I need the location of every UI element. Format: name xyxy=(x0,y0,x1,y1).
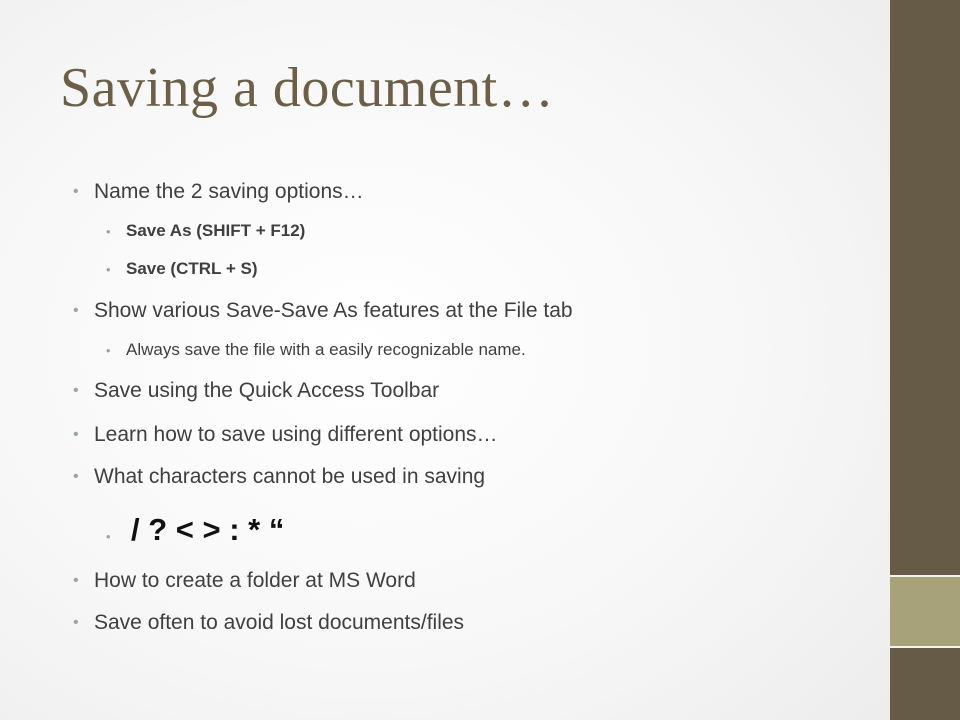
sidebar-dark-block xyxy=(890,0,960,575)
forbidden-characters: / ? < > : * “ xyxy=(131,512,285,547)
bullet-icon: • xyxy=(73,572,79,589)
bullet-icon: • xyxy=(73,614,79,631)
bullet-item: Save often to avoid lost documents/files xyxy=(94,611,465,634)
sub-bullet-item: Save As (SHIFT + F12) xyxy=(126,221,306,240)
bullet-icon: • xyxy=(73,468,79,485)
sub-bullet-item: Save (CTRL + S) xyxy=(126,259,258,278)
bullet-icon: • xyxy=(73,183,79,200)
bullet-icon: • xyxy=(73,302,79,319)
bullet-icon: • xyxy=(73,382,79,399)
sub-bullet-icon: • xyxy=(106,224,111,239)
bullet-item: Learn how to save using different options… xyxy=(94,423,498,446)
bullet-icon: • xyxy=(73,426,79,443)
sub-bullet-item: Always save the file with a easily recognizable name. xyxy=(126,340,526,359)
sub-bullet-icon: • xyxy=(106,343,111,358)
bullet-item: Name the 2 saving options… xyxy=(94,180,364,203)
decorative-sidebar xyxy=(890,0,960,720)
slide-title: Saving a document… xyxy=(60,57,555,119)
bullet-item: What characters cannot be used in saving xyxy=(94,465,486,488)
bullet-item: How to create a folder at MS Word xyxy=(94,569,416,592)
sidebar-accent-block xyxy=(890,577,960,646)
sidebar-dark-block xyxy=(890,648,960,720)
sub-bullet-icon: • xyxy=(106,262,111,277)
bullet-item: Show various Save-Save As features at the File tab xyxy=(94,299,573,322)
sub-bullet-icon: • xyxy=(106,529,111,544)
bullet-item: Save using the Quick Access Toolbar xyxy=(94,379,440,402)
